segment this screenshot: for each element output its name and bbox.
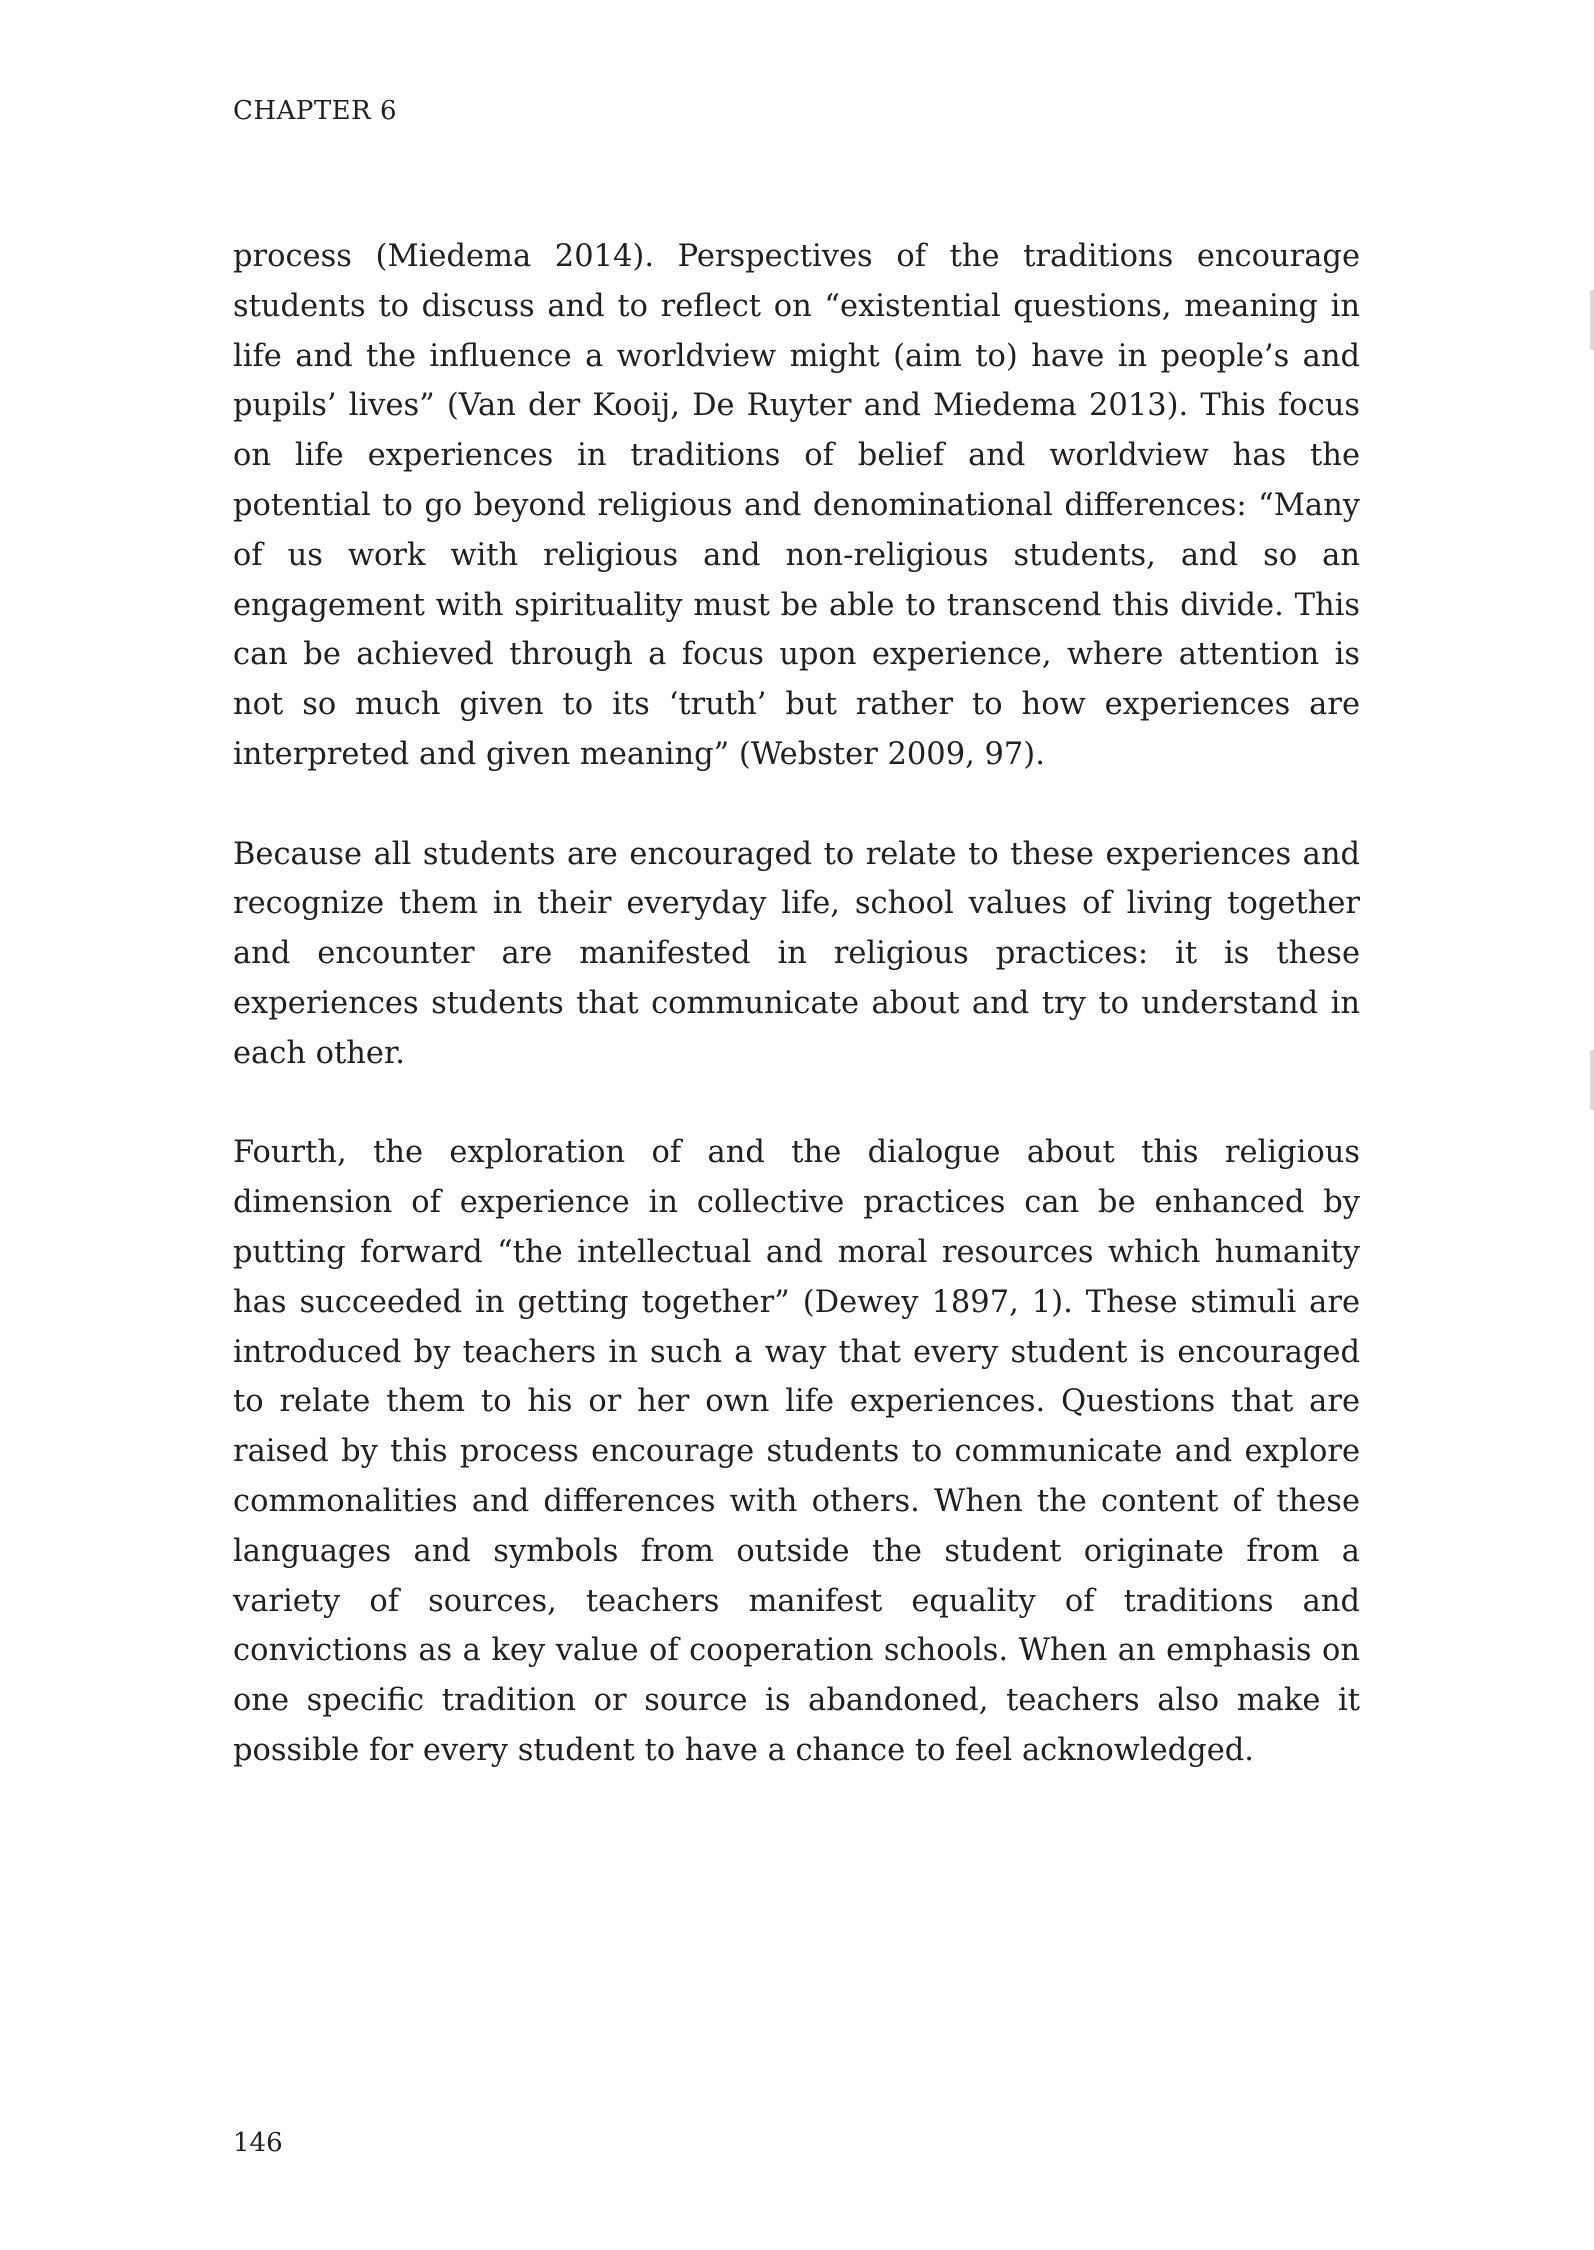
paragraph-3: Fourth, the exploration of and the dialogue about this religious dimension of experience in collective practices can be enhanced by putting forward “the intellectual and moral resources which humanity has succeeded in getting together” (Dewey 1897, 1). These stimuli are introduced by teachers in such a way that every student is encouraged to relate them to his or her own life experiences. Questions that are raised by this process encourage students to communicate and explore commonalities and differences with others. When the content of these languages and symbols from outside the student originate from a variety of sources, teachers manifest equality of traditions and convictions as a key value of cooperation schools. When an emphasis on one specific tradition or source is abandoned, teachers also make it possible for every student to have a chance to feel acknowledged.: [233, 1135, 1360, 1768]
paragraph-2: Because all students are encouraged to relate to these experiences and recognize them in their everyday life, school values of living together and encounter are manifested in religious practices: it is these experiences students that communicate about and try to understand in each other.: [233, 836, 1360, 1071]
running-head: CHAPTER 6: [233, 96, 398, 126]
edge-mark: [1590, 290, 1594, 350]
page-number: 146: [233, 2128, 283, 2158]
edge-mark: [1590, 1050, 1594, 1110]
body-text: [233, 232, 1360, 1776]
paragraph-1: process (Miedema 2014). Perspectives of the traditions encourage students to discuss and to reflect on “existential questions, meaning in life and the influence a worldview might (aim to) have in people’s and pupils’ lives” (Van der Kooij, De Ruyter and Miedema 2013). This focus on life experiences in traditions of belief and worldview has the potential to go beyond religious and denominational differences: “Many of us work with religious and non-religious students, and so an engagement with spirituality must be able to transcend this divide. This can be achieved through a focus upon experience, where attention is not so much given to its ‘truth’ but rather to how experiences are interpreted and given meaning” (Webster 2009, 97).: [233, 239, 1360, 772]
